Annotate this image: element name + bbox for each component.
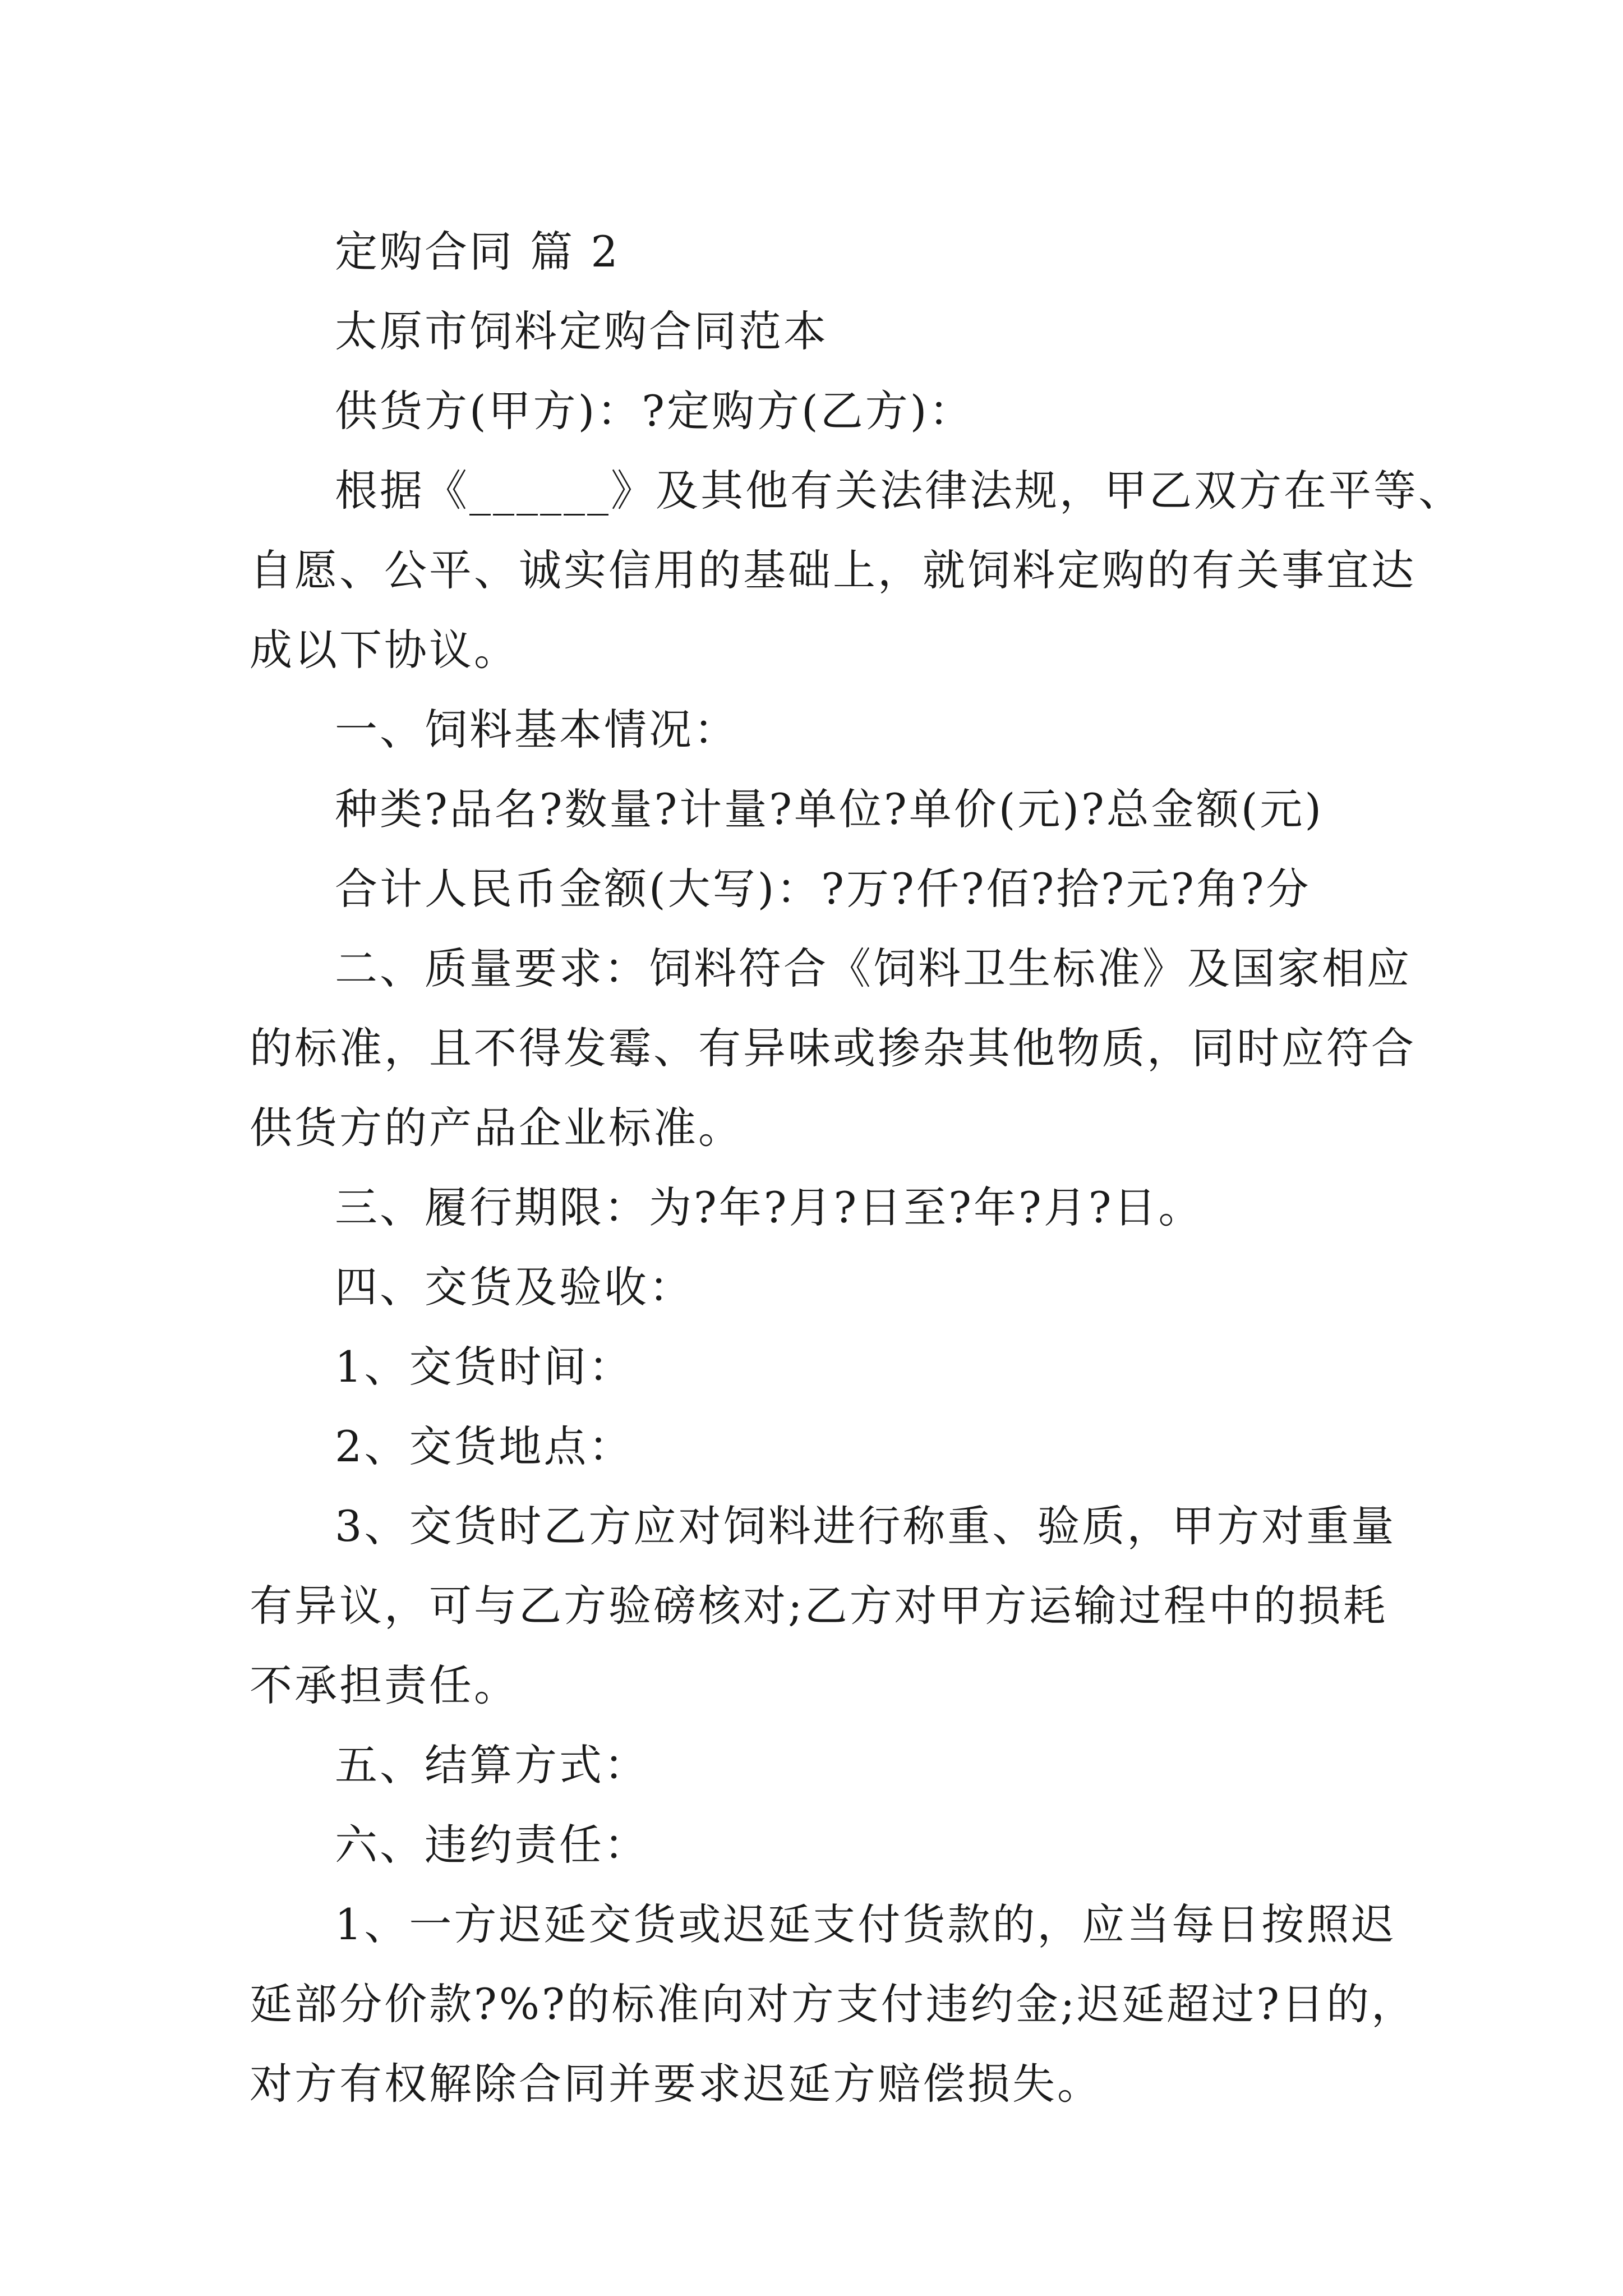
text-line: 对方有权解除合同并要求迟延方赔偿损失。 xyxy=(250,2059,1102,2109)
text-line: 的标准，且不得发霉、有异味或掺杂其他物质，同时应符合 xyxy=(250,1023,1416,1073)
text-line: 不承担责任。 xyxy=(250,1660,519,1710)
section-heading: 一、饲料基本情况： xyxy=(335,705,739,754)
section-heading: 四、交货及验收： xyxy=(335,1262,694,1312)
section-heading: 五、结算方式： xyxy=(335,1740,649,1790)
text-line: 延部分价款?%?的标准向对方支付违约金;迟延超过?日的， xyxy=(250,1979,1417,2029)
document-title: 太原市饲料定购合同范本 xyxy=(335,306,828,356)
list-item: 1、一方迟延交货或迟延支付货款的，应当每日按照迟 xyxy=(335,1899,1396,1949)
list-item: 2、交货地点： xyxy=(335,1421,634,1471)
text-line: 自愿、公平、诚实信用的基础上，就饲料定购的有关事宜达 xyxy=(250,545,1416,595)
text-line: 供货方的产品企业标准。 xyxy=(250,1103,743,1153)
parties-line: 供货方(甲方)：?定购方(乙方)： xyxy=(335,386,974,436)
text-line: 有异议，可与乙方验磅核对;乙方对甲方运输过程中的损耗 xyxy=(250,1581,1388,1631)
section-heading: 三、履行期限：为?年?月?日至?年?月?日。 xyxy=(335,1182,1204,1232)
text-line: 种类?品名?数量?计量?单位?单价(元)?总金额(元) xyxy=(335,784,1324,834)
text-line: 合计人民币金额(大写)：?万?仟?佰?拾?元?角?分 xyxy=(335,864,1311,914)
list-item: 3、交货时乙方应对饲料进行称重、验质，甲方对重量 xyxy=(335,1501,1396,1551)
text-line: 成以下协议。 xyxy=(250,625,519,675)
text-line: 根据《______》及其他有关法律法规，甲乙双方在平等、 xyxy=(335,466,1463,516)
section-heading: 二、质量要求：饲料符合《饲料卫生标准》及国家相应 xyxy=(335,944,1412,993)
document-heading: 定购合同 篇 2 xyxy=(335,227,620,277)
document-body xyxy=(250,212,1463,2124)
list-item: 1、交货时间： xyxy=(335,1342,634,1392)
section-heading: 六、违约责任： xyxy=(335,1820,649,1870)
